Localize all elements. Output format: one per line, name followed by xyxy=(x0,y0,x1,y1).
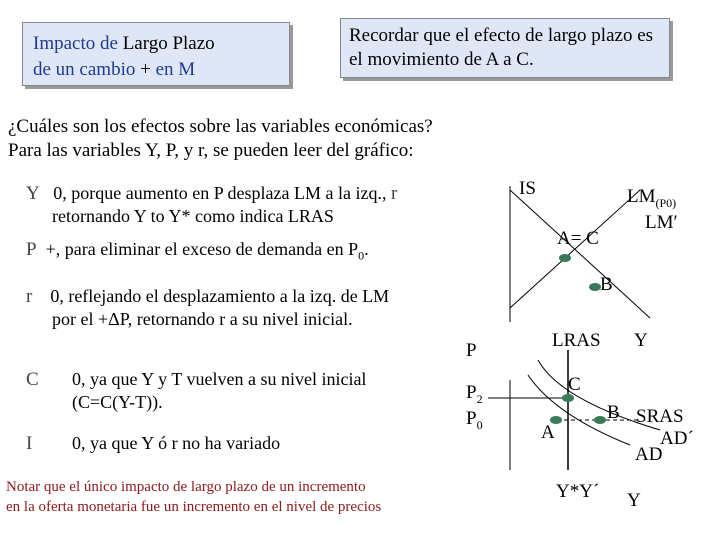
item-p: P +, para eliminar el exceso de demanda en $P_0$. xyxy=(26,239,369,263)
label-a: A xyxy=(541,422,555,443)
label-ystar: Y*Y´ xyxy=(556,481,600,502)
label-c: C xyxy=(568,374,581,395)
label-p0: $P_0$ xyxy=(466,408,483,432)
label-b: B xyxy=(600,274,613,295)
item-i: I 0, ya que Y ó r no ha variado xyxy=(26,433,281,454)
label-lm: $LM_{(P0)}$ xyxy=(627,186,677,210)
question-text: ¿Cuáles son los efectos sobre las variables económicas? Para las variables Y, P, y r, se pueden leer del gráfico: xyxy=(8,116,433,161)
label-ad-prime: AD´ xyxy=(660,428,694,449)
label-y-bottom: Y xyxy=(627,490,641,511)
label-y-top: Y xyxy=(634,330,648,351)
label-lm-prime: LM′ xyxy=(645,212,678,233)
note-text: Notar que el único impacto de largo plazo de un incremento en la oferta monetaria fue un incremento en el nivel de precios xyxy=(6,479,382,515)
item-c: C 0, ya que Y y T vuelven a su nivel inicial (C=C(Y-T)). xyxy=(26,369,367,412)
title-line-2: de un cambio + en M xyxy=(33,59,196,80)
label-b2: B xyxy=(607,402,620,423)
title-line-1: Impacto de Largo Plazo xyxy=(33,33,215,54)
label-sras: SRAS xyxy=(636,406,684,427)
label-p-axis: P xyxy=(466,340,477,361)
label-a-eq-c: A= C xyxy=(557,228,599,249)
reminder-text: Recordar que el efecto de largo plazo es el movimiento de A a C. xyxy=(349,25,654,70)
item-r: r 0, reflejando el desplazamiento a la izq. de LM por el +ΔP, retornando r a su nivel inicial. xyxy=(26,286,390,329)
label-ad: AD xyxy=(635,444,663,465)
point-b2 xyxy=(594,416,606,424)
label-lras: LRAS xyxy=(552,330,601,351)
point-a-c xyxy=(559,254,571,262)
label-is: IS xyxy=(519,178,536,199)
label-p2: $P_2$ xyxy=(466,382,483,406)
item-y: Y 0, porque aumento en P desplaza LM a la izq., r retornando Y to Y* como indica LRAS xyxy=(26,183,398,226)
